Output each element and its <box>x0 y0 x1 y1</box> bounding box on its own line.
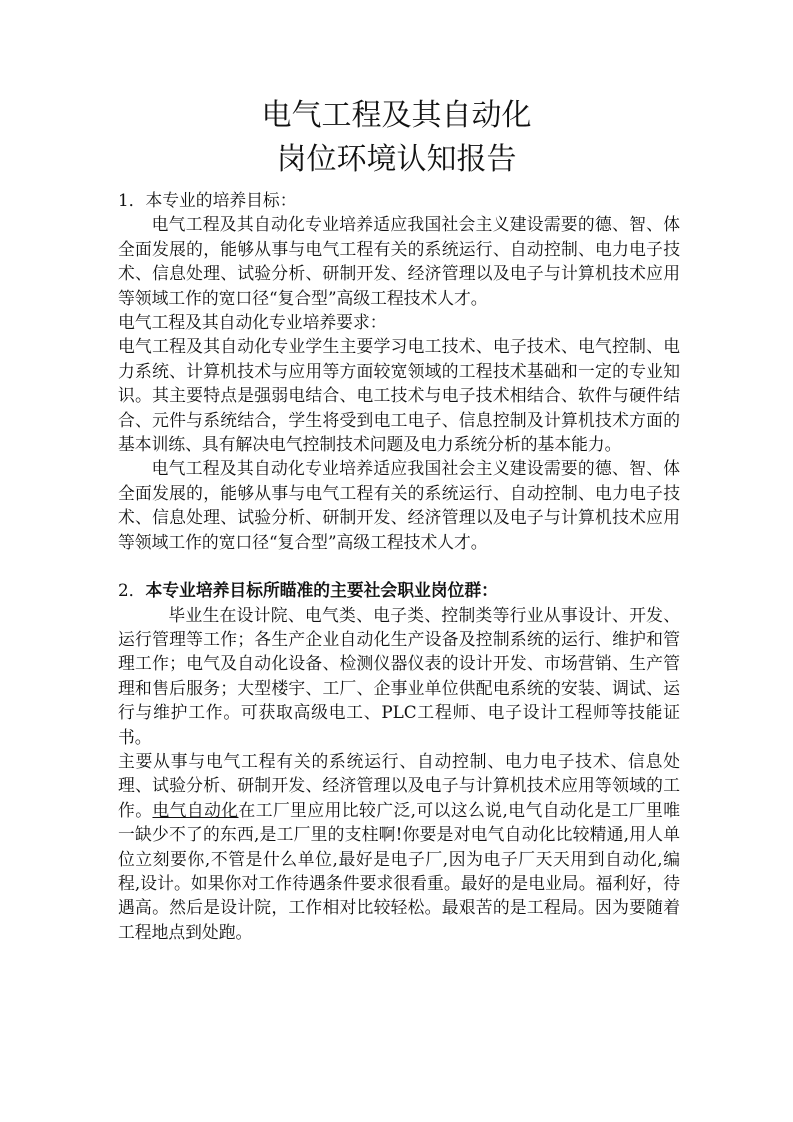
section1-paragraph-goal: 电气工程及其自动化专业培养适应我国社会主义建设需要的德、智、体全面发展的，能够从事与电气工程有关的系统运行、自动控制、电力电子技术、信息处理、试验分析、研制开发、经济管理以及电子与计算机技术应用等领域工作的宽口径“复合型”高级工程技术人才。 <box>118 214 680 308</box>
section2-heading-number: 2． <box>118 580 146 601</box>
section1-heading: 1．本专业的培养目标： <box>118 190 297 210</box>
section2-paragraph-careers: 毕业生在设计院、电气类、电子类、控制类等行业从事设计、开发、运行管理等工作；各生产企业自动化生产设备及控制系统的运行、维护和管理工作；电气及自动化设备、检测仪器仪表的设计开发、市场营销、生产管理和售后服务；大型楼宇、工厂、企事业单位供配电系统的安装、调试、运行与维护工作。可获取高级电工、PLC工程师、电子设计工程师等技能证书。 <box>118 604 680 747</box>
section2-heading <box>118 578 680 602</box>
document-title-line2: 岗位环境认知报告 <box>276 142 517 177</box>
section2-heading-text: 本专业培养目标所瞄准的主要社会职业岗位群： <box>145 580 498 601</box>
section1-paragraph-goal-repeat: 电气工程及其自动化专业培养适应我国社会主义建设需要的德、智、体全面发展的，能够从事与电气工程有关的系统运行、自动控制、电力电子技术、信息处理、试验分析、研制开发、经济管理以及电子与计算机技术应用等领域工作的宽口径“复合型”高级工程技术人才。 <box>118 458 680 552</box>
section1-paragraph-requirements: 电气工程及其自动化专业学生主要学习电工技术、电子技术、电气控制、电力系统、计算机技术与应用等方面较宽领域的工程技术基础和一定的专业知识。其主要特点是强弱电结合、电工技术与电子技术相结合、软件与硬件结合、元件与系统结合，学生将受到电工电子、信息控制及计算机技术方面的基本训练、具有解决电气控制技术问题及电力系统分析的基本能力。 <box>118 336 680 455</box>
section-spacer <box>118 554 680 578</box>
section1-requirements-heading: 电气工程及其自动化专业培养要求： <box>118 312 387 333</box>
document-body <box>118 188 680 944</box>
section2-paragraph-work <box>118 749 680 944</box>
electrical-automation-link[interactable]: 电气自动化 <box>152 799 239 820</box>
section2-work-details: 在工厂里应用比较广泛,可以这么说,电气自动化是工厂里唯一缺少不了的东西,是工厂里的支柱啊!你要是对电气自动化比较精通,用人单位立刻要你,不管是什么单位,最好是电子厂,因为电子厂天天用到自动化,编程,设计。如果你对工作待遇条件要求很看重。最好的是电业局。福利好，待遇高。然后是设计院，工作相对比较轻松。最艰苦的是工程局。因为要随着工程地点到处跑。 <box>118 799 680 942</box>
section2-work-intro: 主要从事与电气工程有关的系统运行、自动控制、电力电子技术、信息处理、试验分析、研制开发、经济管理以及电子与计算机技术应用等领域的工作。 <box>118 750 680 820</box>
document-title-line1: 电气工程及其自动化 <box>261 98 532 133</box>
